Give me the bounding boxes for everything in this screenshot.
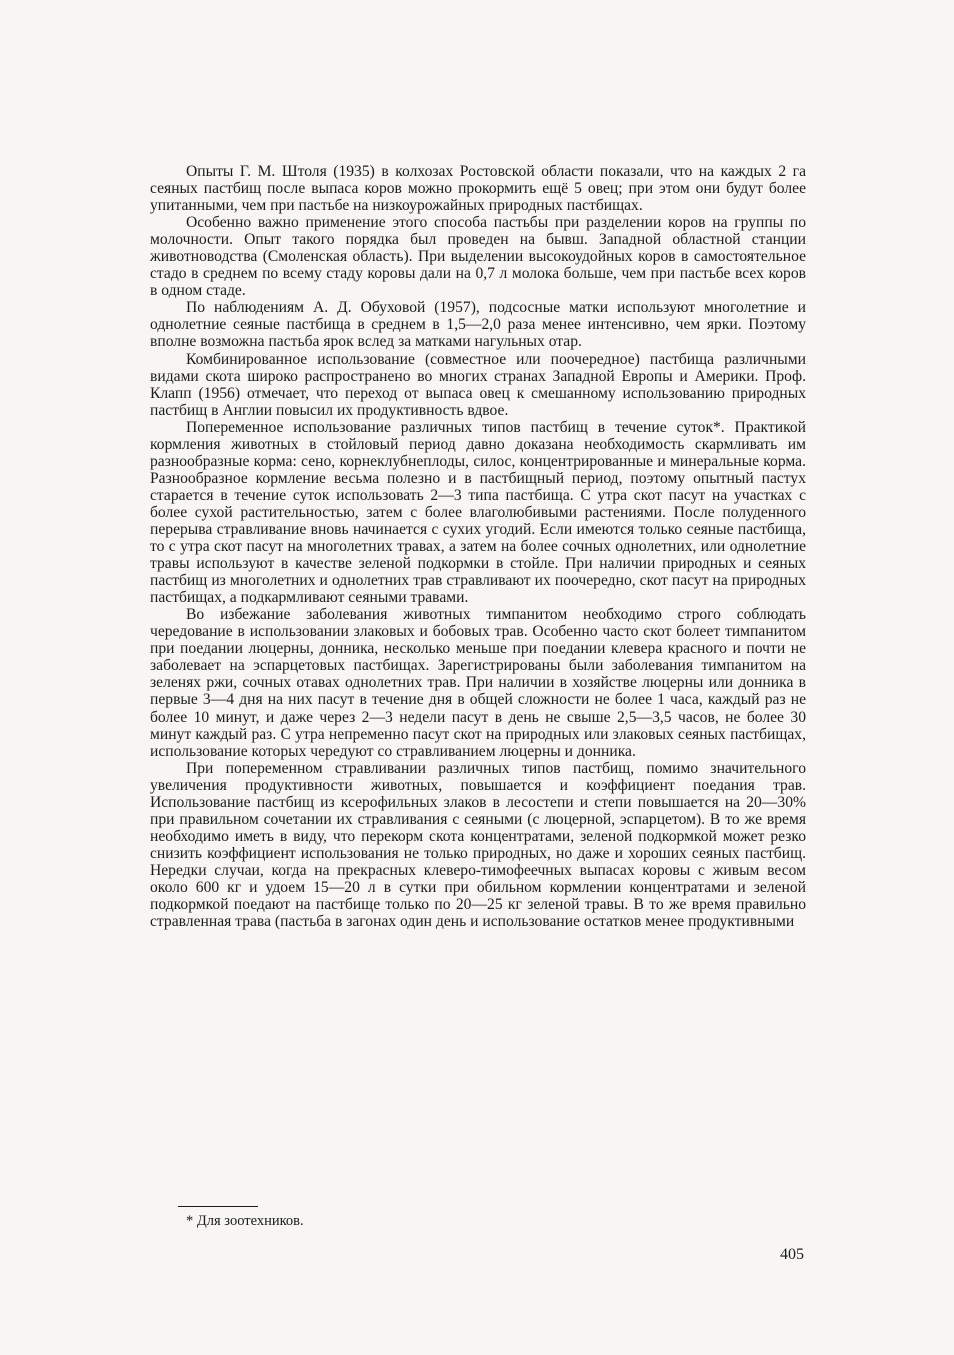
paragraph-3: По наблюдениям А. Д. Обуховой (1957), подсосные матки используют многолетние и однолетние сеяные пастбища в среднем в 1,5—2,0 раза менее интенсивно, чем ярки. Поэтому вполне возможна пастьба ярок вслед за матками нагульных отар. [150, 299, 806, 351]
paragraph-7: При попеременном стравливании различных типов пастбищ, помимо значительного увеличения продуктивности животных, повышается и коэффициент поедания трав. Использование пастбищ из ксерофильных злаков в лесостепи и степи повышается на 20—30% при правильном сочетании их стравливания с сеяными (с люцерной, эспарцетом). В то же время необходимо иметь в виду, что перекорм скота концентратами, зеленой подкормкой может резко снизить коэффициент использования не только природных, но даже и хороших сеяных пастбищ. Нередки случаи, когда на прекрасных клеверо-тимофеечных выпасах коровы с живым весом около 600 кг и удоем 15—20 л в сутки при обильном кормлении концентратами и зеленой подкормкой поедают на пастбище только по 20—25 кг зеленой травы. В то же время правильно стравленная трава (пастьба в загонах один день и использование остатков менее продуктивными [150, 759, 806, 931]
paragraph-4: Комбинированное использование (совместное или поочередное) пастбища различными видами скота широко распространено во многих странах Западной Европы и Америки. Проф. Клапп (1956) отмечает, что переход от выпаса овец к смешанному использованию природных пастбищ в Англии повысил их продуктивность вдвое. [150, 350, 806, 419]
paragraph-6: Во избежание заболевания животных тимпанитом необходимо строго соблюдать чередование в использовании злаковых и бобовых трав. Особенно часто скот болеет тимпанитом при поедании люцерны, донника, несколько меньше при поедании клевера красного и почти не заболевает на эспарцетовых пастбищах. Зарегистрированы были заболевания тимпанитом на зеленях ржи, сочных отавах однолетних трав. При наличии в хозяйстве люцерны или донника в первые 3—4 дня на них пасут в течение дня в общей сложности не более 1 часа, каждый раз не более 10 минут, и даже через 2—3 недели пасут в день не свыше 2,5—3,5 часов, не более 30 минут каждый раз. С утра непременно пасут скот на природных или злаковых сеяных пастбищах, использование которых чередуют со стравливанием люцерны и донника. [150, 606, 806, 760]
footnote-separator [178, 1206, 258, 1207]
paragraph-5: Попеременное использование различных типов пастбищ в течение суток*. Практикой кормления животных в стойловый период давно доказана необходимость скармливать им разнообразные корма: сено, корнеклубнеплоды, силос, концентрированные и минеральные корма. Разнообразное кормление весьма полезно и в пастбищный период, поэтому опытный пастух старается в течение суток использовать 2—3 типа пастбища. С утра скот пасут на участках с более сухой растительностью, затем с более влаголюбивыми растениями. После полуденного перерыва стравливание вновь начинается с сухих угодий. Если имеются только сеяные пастбища, то с утра скот пасут на многолетних травах, а затем на более сочных однолетних, или однолетние травы используют в качестве зеленой подкормки в стойле. При наличии природных и сеяных пастбищ из многолетних и однолетних трав стравливают их поочередно, скот пасут на природных пастбищах, а подкармливают сеяными травами. [150, 418, 806, 607]
paragraph-1: Опыты Г. М. Штоля (1935) в колхозах Ростовской области показали, что на каждых 2 га сеяных пастбищ после выпаса коров можно прокормить ещё 5 овец; при этом они будут более упитанными, чем при пастьбе на низкоурожайных природных пастбищах. [150, 163, 806, 215]
footnote: * Для зоотехников. [186, 1213, 304, 1229]
paragraph-2: Особенно важно применение этого способа пастьбы при разделении коров на группы по молочности. Опыт такого порядка был проведен на бывш. Западной областной станции животноводства (Смоленская область). При выделении высокоудойных коров в самостоятельное стадо в среднем по всему стаду коровы дали на 0,7 л молока больше, чем при пастьбе всех коров в одном стаде. [150, 214, 806, 300]
page-number: 405 [780, 1246, 804, 1263]
body-text [150, 163, 806, 930]
